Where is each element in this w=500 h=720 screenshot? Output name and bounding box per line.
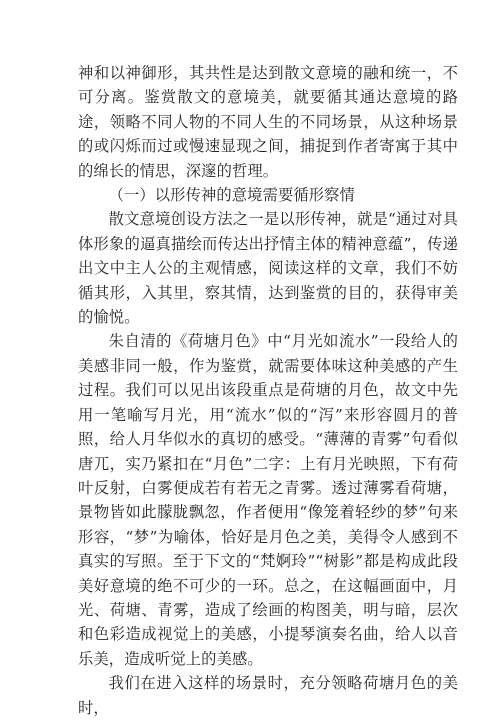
body-text [78,61,458,720]
paragraph: 朱自清的《荷塘月色》中“月光如流水”一段给人的美感非同一般，作为鉴赏，就需要体味这种美感的产生过程。我们可以见出该段重点是荷塘的月色，故文中先用一笔喻写月光，用“流水”似的“泻”来形容圆月的普照，给人月华似水的真切的感受。“薄薄的青雾”句看似唐兀，实乃紧扣在“月色”二字：上有月光映照，下有荷叶反射，白雾便成若有若无之青雾。透过薄雾看荷塘，景物皆如此朦胧飘忽，作者便用“像笼着轻纱的梦”句来形容，“梦”为喻体，恰好是月色之美，美得令人感到不真实的写照。至于下文的“梵婀玲”“树影”都是构成此段美好意境的绝不可少的一环。总之，在这幅画面中，月光、荷塘、青雾，造成了绘画的构图美，明与暗，层次和色彩造成视觉上的美感，小提琴演奏名曲，给人以音乐美，造成听觉上的美感。 [78,332,458,668]
section-heading: （一）以形传神的意境需要循形察情 [108,186,355,205]
paragraph: 散文意境创设方法之一是以形传神，就是“通过对具体形象的逼真描绘而传达出抒情主体的精神意蕴”，传递出文中主人公的主观情感，阅读这样的文章，我们不妨循其形，入其里，察其情，达到鉴赏的目的，获得审美的愉悦。 [78,210,458,327]
paragraph: 我们在进入这样的场景时，充分领略荷塘月色的美时， [78,674,458,717]
paragraph-continuation: 神和以神御形，其共性是达到散文意境的融和统一，不可分离。鉴赏散文的意境美，就要循其通达意境的路途，领略不同人物的不同人生的不同场景，从这种场景的或闪烁而过或慢速显现之间，捕捉到作者寄寓于其中的绵长的情思，深邃的哲理。 [78,64,458,180]
